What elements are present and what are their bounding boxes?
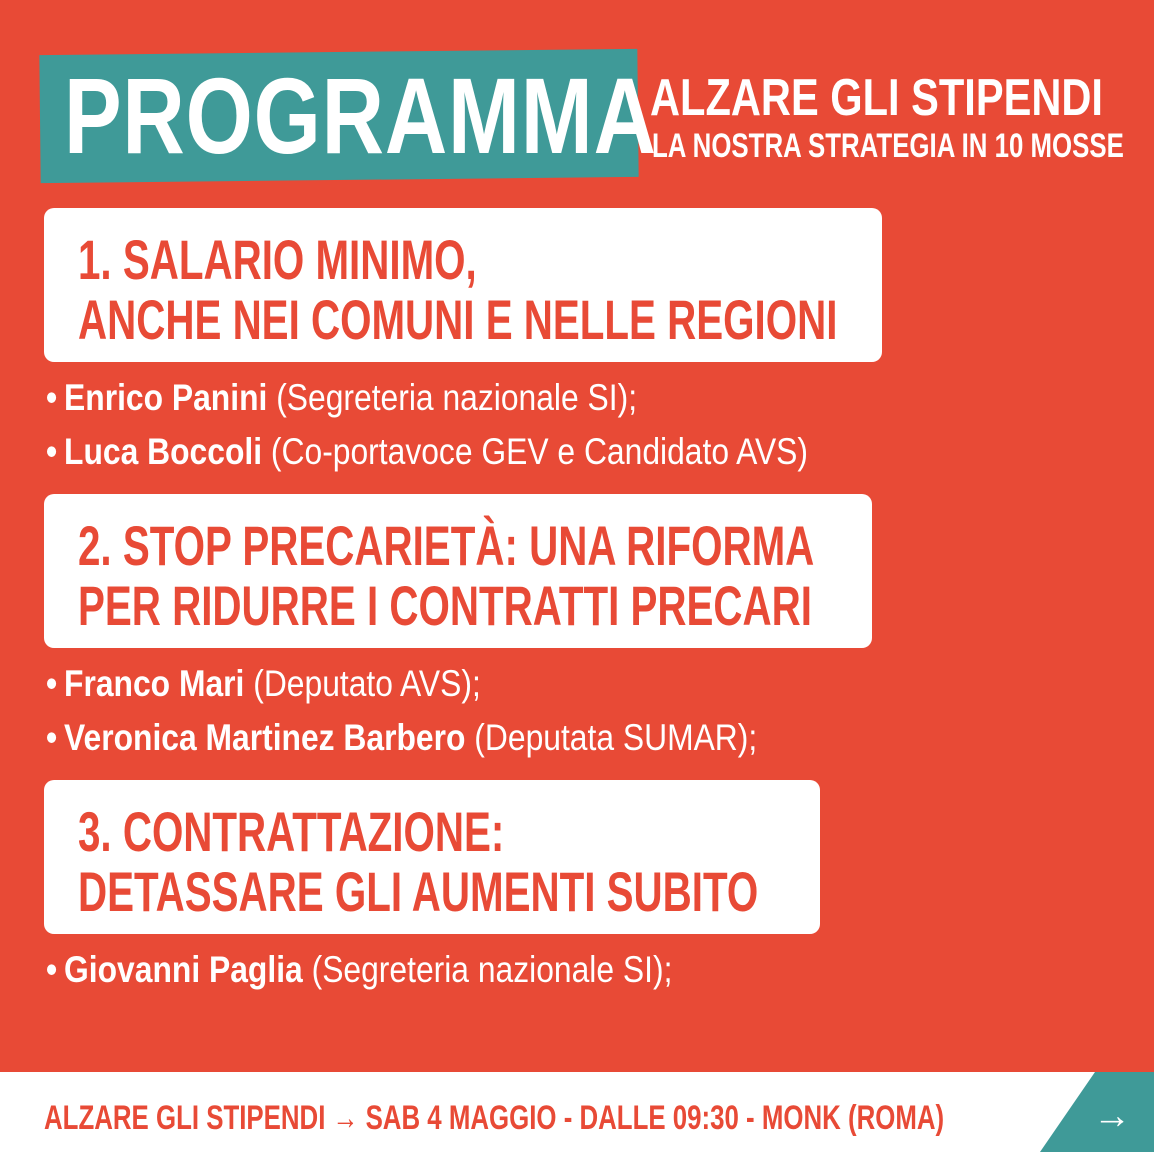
item-1-speaker-1	[46, 376, 637, 420]
item-1-title-line-1: 1. SALARIO MINIMO,	[78, 228, 477, 291]
speaker-role: (Segreteria nazionale SI);	[311, 949, 673, 990]
bullet-icon: •	[46, 377, 58, 418]
speaker-name: Luca Boccoli	[64, 431, 263, 472]
speaker-name: Giovanni Paglia	[64, 949, 303, 990]
bullet-icon: •	[46, 663, 58, 704]
bullet-icon: •	[46, 949, 58, 990]
item-2-speaker-1	[46, 662, 481, 706]
item-2-speaker-2	[46, 716, 757, 760]
programma-label: PROGRAMMA	[64, 55, 657, 176]
item-2-title-line-1: 2. STOP PRECARIETÀ: UNA RIFORMA	[78, 514, 815, 577]
item-3-title-line-1: 3. CONTRATTAZIONE:	[78, 800, 505, 863]
speaker-name: Franco Mari	[64, 663, 245, 704]
speaker-role: (Segreteria nazionale SI);	[276, 377, 638, 418]
item-1-speaker-2	[46, 430, 808, 474]
speaker-name: Enrico Panini	[64, 377, 268, 418]
bullet-icon: •	[46, 717, 58, 758]
page-title: ALZARE GLI STIPENDI	[650, 69, 1103, 127]
footer-event-info: ALZARE GLI STIPENDI → SAB 4 MAGGIO - DALLE 09:30 - MONK (ROMA)	[44, 1099, 945, 1137]
item-3-speaker-1	[46, 948, 672, 992]
speaker-role: (Deputato AVS);	[253, 663, 481, 704]
item-2-title-line-2: PER RIDURRE I CONTRATTI PRECARI	[78, 574, 812, 637]
arrow-right-icon[interactable]: →	[1093, 1095, 1131, 1137]
speaker-role: (Deputata SUMAR);	[474, 717, 758, 758]
item-1-title-line-2: ANCHE NEI COMUNI E NELLE REGIONI	[78, 288, 838, 351]
item-3-title-line-2: DETASSARE GLI AUMENTI SUBITO	[78, 860, 759, 923]
speaker-role: (Co-portavoce GEV e Candidato AVS)	[270, 431, 809, 472]
speaker-name: Veronica Martinez Barbero	[64, 717, 466, 758]
bullet-icon: •	[46, 431, 58, 472]
page-subtitle: LA NOSTRA STRATEGIA IN 10 MOSSE	[652, 127, 1124, 165]
